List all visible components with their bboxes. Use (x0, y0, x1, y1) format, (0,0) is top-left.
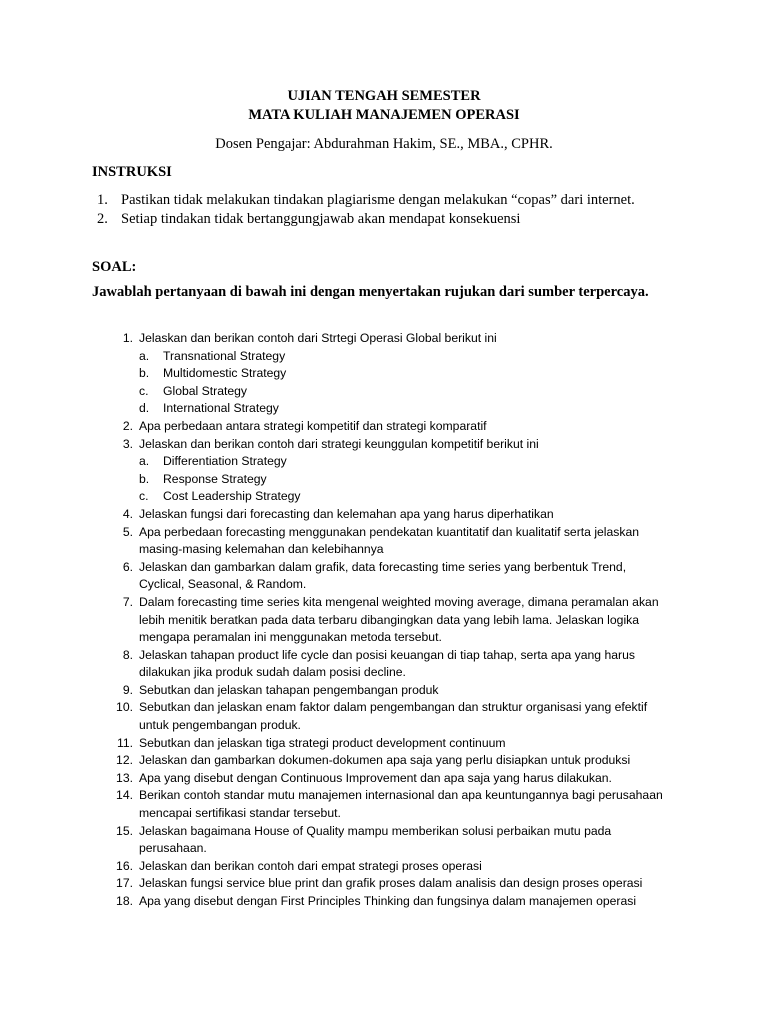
question-number: 2. (122, 418, 133, 433)
instructions-list (92, 191, 672, 229)
question-text: Sebutkan dan jelaskan tiga strategi product development continuum (139, 735, 506, 750)
question-item (113, 682, 673, 700)
sub-question-letter: c. (139, 489, 149, 504)
question-text: Jelaskan dan gambarkan dokumen-dokumen apa saja yang perlu disiapkan untuk produksi (139, 753, 631, 768)
question-text: Jelaskan dan berikan contoh dari Strtegi Operasi Global berikut ini (139, 331, 497, 345)
question-item (113, 699, 673, 734)
sub-question-text: Response Strategy (163, 471, 267, 486)
sub-question-item (113, 453, 673, 471)
question-number: 11. (116, 735, 133, 750)
question-number: 10. (116, 700, 133, 715)
question-item (113, 858, 673, 876)
question-text: Berikan contoh standar mutu manajemen internasional dan apa keuntungannya bagi perusahaan mencapai sertifikasi standar tersebut. (139, 788, 663, 821)
question-number: 15. (116, 823, 133, 838)
question-item (113, 594, 673, 647)
sub-question-text: Multidomestic Strategy (163, 366, 287, 381)
question-item (113, 823, 673, 858)
question-item (113, 418, 673, 436)
question-number: 7. (122, 594, 133, 609)
question-item (113, 735, 673, 753)
question-item (113, 559, 673, 594)
lecturer-line: Dosen Pengajar: Abdurahman Hakim, SE., MBA., CPHR. (215, 136, 553, 152)
question-number: 16. (116, 858, 133, 873)
sub-question-item (113, 471, 673, 489)
question-number: 5. (122, 524, 133, 539)
question-text: Apa yang disebut dengan Continuous Improvement dan apa saja yang harus dilakukan. (139, 770, 612, 785)
instruction-number: 1. (97, 192, 108, 208)
question-number: 1. (122, 331, 133, 345)
question-item (113, 770, 673, 788)
question-number: 6. (122, 559, 133, 574)
sub-question-letter: a. (139, 348, 150, 363)
sub-question-text: Cost Leadership Strategy (163, 489, 301, 504)
question-text: Sebutkan dan jelaskan tahapan pengembangan produk (139, 682, 439, 697)
instruction-text: Setiap tindakan tidak bertanggungjawab akan mendapat konsekuensi (121, 211, 521, 227)
question-item (113, 787, 673, 822)
question-item (113, 752, 673, 770)
sub-question-letter: b. (139, 366, 150, 381)
sub-question-text: Transnational Strategy (163, 348, 286, 363)
sub-question-letter: a. (139, 454, 150, 469)
question-text: Sebutkan dan jelaskan enam faktor dalam pengembangan dan struktur organisasi yang efektif untuk pengembangan produk. (139, 700, 648, 733)
question-item (113, 647, 673, 682)
question-text: Apa perbedaan forecasting menggunakan pendekatan kuantitatif dan kualitatif serta jelaskan masing-masing kelemahan dan kelebihannya (139, 524, 640, 557)
sub-question-item (113, 348, 673, 366)
question-text: Jelaskan dan gambarkan dalam grafik, data forecasting time series yang berbentuk Trend, Cyclical, Seasonal, & Random. (139, 559, 627, 592)
sub-question-item (113, 383, 673, 401)
question-item (113, 330, 673, 348)
sub-question-text: Differentiation Strategy (163, 454, 287, 469)
sub-question-item (113, 488, 673, 506)
question-number: 13. (116, 770, 133, 785)
sub-question-letter: c. (139, 383, 149, 398)
question-number: 17. (116, 876, 133, 891)
instruction-text: Pastikan tidak melakukan tindakan plagiarisme dengan melakukan “copas” dari internet. (121, 192, 635, 208)
sub-question-item (113, 365, 673, 383)
task-statement: Jawablah pertanyaan di bawah ini dengan menyertakan rujukan dari sumber terpercaya. (92, 284, 649, 300)
question-number: 3. (122, 436, 133, 451)
instructions-heading: INSTRUKSI (92, 164, 172, 180)
exam-title: UJIAN TENGAH SEMESTER (287, 88, 481, 104)
question-number: 9. (122, 682, 133, 697)
question-text: Apa yang disebut dengan First Principles Thinking dan fungsinya dalam manajemen operasi (139, 894, 637, 908)
question-item (113, 436, 673, 454)
question-number: 14. (116, 788, 133, 803)
question-item (113, 524, 673, 559)
question-item (113, 875, 673, 893)
question-text: Jelaskan fungsi service blue print dan grafik proses dalam analisis dan design proses operasi (139, 876, 643, 891)
question-number: 18. (116, 894, 133, 908)
question-number: 4. (122, 506, 133, 521)
sub-question-item (113, 400, 673, 418)
question-text: Jelaskan dan berikan contoh dari empat strategi proses operasi (139, 858, 482, 873)
instruction-item (92, 191, 672, 210)
question-text: Jelaskan dan berikan contoh dari strategi keunggulan kompetitif berikut ini (139, 436, 539, 451)
question-text: Dalam forecasting time series kita mengenal weighted moving average, dimana peramalan akan lebih menitik beratkan pada data terbaru dibangingkan data yang lebih lama. Jelaskan logika mengapa peramalan ini menggunakan metoda tersebut. (139, 594, 659, 645)
question-text: Apa perbedaan antara strategi kompetitif dan strategi komparatif (139, 418, 487, 433)
instruction-number: 2. (97, 211, 108, 227)
question-text: Jelaskan fungsi dari forecasting dan kelemahan apa yang harus diperhatikan (139, 506, 554, 521)
question-text: Jelaskan tahapan product life cycle dan posisi keuangan di tiap tahap, serta apa yang harus dilakukan jika produk sudah dalam posisi decline. (139, 647, 635, 680)
question-number: 12. (116, 753, 133, 768)
question-text: Jelaskan bagaimana House of Quality mampu memberikan solusi perbaikan mutu pada perusahaan. (139, 823, 612, 856)
question-item (113, 893, 673, 911)
sub-question-letter: b. (139, 471, 150, 486)
course-title: MATA KULIAH MANAJEMEN OPERASI (248, 107, 520, 123)
questions-heading: SOAL: (92, 259, 137, 275)
question-item (113, 506, 673, 524)
question-number: 8. (122, 647, 133, 662)
sub-question-letter: d. (139, 401, 150, 416)
sub-question-text: Global Strategy (163, 383, 248, 398)
sub-question-text: International Strategy (163, 401, 279, 416)
questions-list (113, 330, 673, 911)
instruction-item (92, 210, 672, 229)
